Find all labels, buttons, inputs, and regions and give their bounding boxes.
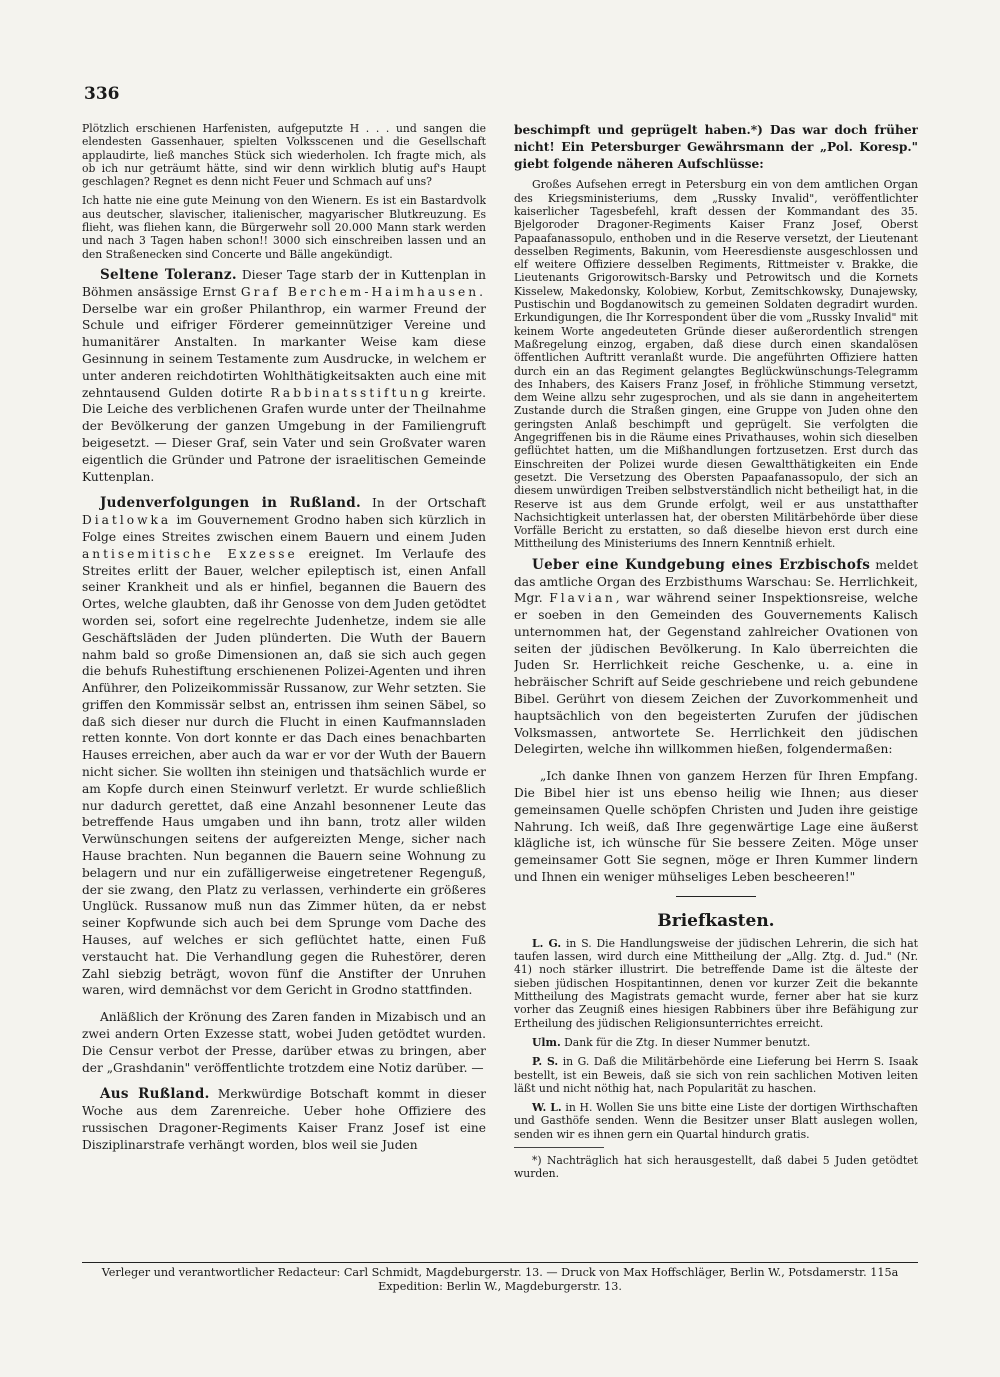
imprint-expedition: Expedition: Berlin W., Magdeburgerstr. 13. [378, 1280, 622, 1293]
footnote-divider [514, 1147, 604, 1148]
article-heading: Aus Rußland. [100, 1086, 210, 1103]
paragraph-petersburg-report: Großes Aufsehen erregt in Petersburg ein von dem amtlichen Organ des Kriegsministeriums, dem „Russky Invalid", veröffentlichter kaiserlicher Tagesbefehl, kraft dessen der Kommandant des 35. Bjelgoroder Dragoner-Regiments Kaiser Franz Josef, Oberst Papaafanassopulo, enthoben und in die Reserve versetzt, der Lieutenant desselben Regiments, Bakunin, vom Heeresdienste ausgeschlossen und elf weitere Offiziere desselben Regiments, Rittmeister v. Brakke, die Lieutenants Grigorowitsch-Barsky und Petrowitsch und die Kornets Kisselew, Makedonsky, Kolobiew, Korbut, Zemitschkowsky, Dunajewsky, Pustischin und Bogdanowitsch zu gemeinen Soldaten degradirt wurden. Erkundigungen, die Ihr Korrespondent über die vom „Russky Invalid" mit keinem Worte angedeuteten Gründe dieser außerordentlich strengen Maßregelung einzog, ergaben, daß diese durch einen skandalösen öffentlichen Auftritt veranlaßt wurde. Die angeführten Offiziere hatten durch ein an das Regiment gelangtes Beglückwünschungs-Telegramm des Inhabers, des Kaisers Franz Josef, in fröhliche Stimmung versetzt, dem Weine allzu sehr zugesprochen, und als sie dann in angeheitertem Zustande durch die Straßen gingen, eine Gruppe von Juden ohne den geringsten Anlaß beschimpft und geprügelt. Sie verfolgten die Angegriffenen bis in die Räume eines Privathauses, wohin sich dieselben geflüchtet hatten, um die Mißhandlungen fortzusetzen. Erst durch das Einschreiten der Polizei wurde diesen Gewaltthätigkeiten ein Ende gesetzt. Die Versetzung des Obersten Papaafanassopulo, der sich an diesem unwürdigen Treiben selbstverständlich nicht betheiligt hat, in die Reserve ist aus dem Grunde erfolgt, weil er aus unstatthafter Nachsichtigkeit unterlassen hat, der obersten Militärbehörde über diese Vorfälle Bericht zu erstatten, so daß dieselbe hievon erst durch eine Mittheilung des Ministeriums des Innern Kenntniß erhielt. [514, 178, 918, 551]
section-divider [676, 896, 756, 897]
article-heading: Judenverfolgungen in Rußland. [100, 495, 361, 512]
place-name: Diatlowka [82, 513, 172, 528]
emphasis-text: antisemitische Exzesse [82, 546, 298, 561]
briefkasten-text: in S. Die Handlungsweise der jüdischen Lehrerin, die sich hat taufen lassen, wird durch eine Mittheilung der „Allg. Ztg. d. Jud." (Nr. 41) noch stärker illustrirt. Die betreffende Dame ist die älteste der sieben jüdischen Hospitantinnen, denen vor kurzer Zeit die bekannte Mittheilung des Magistrats gemacht wurde, ferner aber hat sie kurz vorher das Zeugniß eines hiesigen Rabbiners über ihre Befähigung zur Ertheilung des jüdischen Religionsunterrichtes erreicht. [514, 936, 918, 1030]
article-heading: Ueber eine Kundgebung eines Erzbischofs [532, 556, 871, 573]
imprint-footer [82, 1266, 918, 1294]
article-text: kreirte. Die Leiche des verblichenen Grafen wurde unter der Theilnahme der Bevölkerung der ganzen Umgebung in der Familiengruft beigesetzt. — Dieser Graf, sein Vater und sein Großvater waren eigentlich die Gründer und Patrone der israelitischen Gemeinde Kuttenplan. [82, 385, 486, 484]
emphasis-text: Rabbinatsstiftung [270, 385, 432, 400]
briefkasten-entry [514, 1101, 918, 1141]
briefkasten-entry [514, 1036, 918, 1049]
article-heading: Seltene Toleranz. [100, 266, 237, 283]
article-text: Derselbe war ein großer Philanthrop, ein warmer Freund der Schule und eifriger Förderer gemeinnütziger Vereine und humanitärer Anstalten. In markanter Weise kam diese Gesinnung in seinem Testamente zum Ausdrucke, in welchem er unter anderen reichdotirten Wohlthätigkeitsakten auch eine mit zehntausend Gulden dotirte [82, 301, 486, 400]
briefkasten-recipient: Ulm. [532, 1035, 561, 1049]
person-name: Graf Berchem-Haimhausen. [240, 284, 486, 299]
article-aus-russland [82, 1086, 486, 1153]
article-judenverfolgungen [82, 495, 486, 999]
article-text: im Gouvernement Grodno haben sich kürzlich in Folge eines Streites zwischen einem Bauern und einem Juden [82, 513, 486, 544]
briefkasten-heading: Briefkasten. [657, 910, 775, 931]
briefkasten-entry [514, 1055, 918, 1095]
article-text: ereignet. Im Verlaufe des Streites erlitt der Bauer, welcher epileptisch ist, einen Anfall seiner Krankheit und als er hinfiel, begannen die Bauern des Ortes, welche glaubten, daß ihr Genosse von dem Juden getödtet worden sei, sofort eine regelrechte Judenhetze, indem sie alle Geschäftsläden der Juden plünderten. Die Wuth der Bauern nahm bald so große Dimensionen an, daß sie sich auch gegen die behufs Ruhestiftung erschienenen Polizei-Agenten und ihren Anführer, den Polizeikommissär Russanow, zur Wehr setzten. Sie griffen den Kommissär selbst an, entrissen ihm seinen Säbel, so daß sich dieser nur durch die Flucht in einen Kaufmannsladen retten konnte. Von dort konnte er das Dach eines benachbarten Hauses erreichen, aber auch da war er vor der Wuth der Bauern nicht sicher. Sie wollten ihn steinigen und thatsächlich wurde er am Kopfe durch einen Steinwurf verletzt. Er wurde schließlich nur dadurch gerettet, daß eine Anzahl besonnener Leute das betreffende Haus umgaben und ihn bann, trotz aller wilden Verwünschungen seitens der aufgereizten Menge, sicher nach Hause brachten. Nun begannen die Bauern seine Wohnung zu belagern und nur ein zufälligerweise eingetretener Regenguß, der sie zwang, den Platz zu verlassen, verhinderte ein größeres Unglück. Russanow muß nun das Zimmer hüten, da er nebst seiner Kopfwunde sich auch bei dem Sprunge vom Dache des Hauses, auf welches er sich geflüchtet hatte, einen Fuß verstaucht hat. Die Verhandlung gegen die Ruhestörer, deren Zahl siebzig beträgt, wovon fünf die Anstifter der Unruhen waren, wird demnächst vor dem Gericht in Grodno stattfinden. [82, 546, 486, 998]
briefkasten-text: Dank für die Ztg. In dieser Nummer benutzt. [560, 1035, 811, 1049]
article-text: Merkwürdige Botschaft kommt in dieser Woche aus dem Zarenreiche. Ueber hohe Offiziere des russischen Dragoner-Regiments Kaiser Franz Josef ist eine Disziplinarstrafe verhängt worden, blos weil sie Juden [82, 1087, 486, 1152]
briefkasten-recipient: P. S. [532, 1055, 559, 1069]
article-text: Dieser Tage starb der in Kuttenplan in Böhmen ansässige Ernst [82, 267, 486, 299]
briefkasten-text: in G. Daß die Militärbehörde eine Lieferung bei Herrn S. Isaak bestellt, ist ein Beweis, daß sie sich von rein sachlichen Motiven leiten läßt und nicht nöthig hat, nach Popularität zu haschen. [514, 1055, 918, 1095]
paragraph-harfenisten: Plötzlich erschienen Harfenisten, aufgeputzte H . . . und sangen die elendesten Gassenhauer, spielten Volksscenen und die Gesellschaft applaudirte, ließ manches Stück sich wiederholen. Ich fragte mich, als ob ich nur geträumt hätte, sind wir denn wirklich blutig auf's Haupt geschlagen? Regnet es denn nicht Feuer und Schmach auf uns? [82, 122, 486, 189]
article-kundgebung-erzbischof [514, 557, 918, 759]
article-text: , war während seiner Inspektionsreise, welche er soeben in den Gemeinden des Gouvernements Kalisch unternommen hat, der Gegenstand zahlreicher Ovationen von seiten der jüdischen Bevölkerung. In Kalo überreichten die Juden Sr. Herrlichkeit reiche Geschenke, u. a. eine in hebräischer Schrift auf Seide geschriebene und reich gebundene Bibel. Gerührt von diesem Zeichen der Zuvorkommenheit und hauptsächlich von den begeisterten Zurufen der jüdischen Volksmassen, antwortete Se. Herrlichkeit den jüdischen Delegirten, welche ihn willkommen hießen, folgendermaßen: [514, 591, 918, 757]
briefkasten-recipient: L. G. [532, 936, 562, 950]
paragraph-wiener: Ich hatte nie eine gute Meinung von den Wienern. Es ist ein Bastardvolk aus deutscher, slavischer, italienischer, magyarischer Blutkreuzung. Es flieht, was fliehen kann, die Bürgerwehr soll 20.000 Mann stark werden und nach 3 Tagen haben schon!! 3000 sich einschreiben lassen und an den Straßenecken sind Concerte und Bälle angekündigt. [82, 194, 486, 261]
paragraph-continuation: beschimpft und geprügelt haben.*) Das war doch früher nicht! Ein Petersburger Gewährsmann der „Pol. Koresp." giebt folgende näheren Aufschlüsse: [514, 123, 918, 171]
right-column [514, 122, 918, 1272]
person-name: Flavian [549, 591, 616, 606]
page-number: 336 [84, 84, 120, 104]
article-seltene-toleranz [82, 267, 486, 485]
briefkasten-recipient: W. L. [532, 1101, 562, 1115]
left-column [82, 122, 486, 1272]
briefkasten-entry [514, 937, 918, 1030]
imprint-publisher: Verleger und verantwortlicher Redacteur: Carl Schmidt, Magdeburgerstr. 13. — Druck von Max Hoffschläger, Berlin W., Potsdamerstr. 115a [101, 1266, 899, 1279]
article-text: In der Ortschaft [360, 496, 486, 511]
quote-erzbischof: „Ich danke Ihnen von ganzem Herzen für Ihren Empfang. Die Bibel hier ist uns ebenso heilig wie Ihnen; aus dieser gemeinsamen Quelle schöpfen Christen und Juden ihre geistige Nahrung. Ich weiß, daß Ihre gegenwärtige Lage eine äußerst klägliche ist, ich wünsche für Sie bessere Zeiten. Möge unser gemeinsamer Gott Sie segnen, möge er Ihren Kummer lindern und Ihnen ein weniger mühseliges Leben bescheeren!" [514, 769, 918, 885]
footer-divider [82, 1262, 918, 1263]
footnote: *) Nachträglich hat sich herausgestellt, daß dabei 5 Juden getödtet wurden. [514, 1154, 918, 1181]
briefkasten-text: in H. Wollen Sie uns bitte eine Liste der dortigen Wirthschaften und Gasthöfe senden. Wenn die Besitzer unser Blatt auslegen wollen, senden wir es ihnen gern ein Quartal hindurch gratis. [514, 1101, 918, 1141]
article-text: meldet das amtliche Organ des Erzbisthums Warschau: Se. Herrlichkeit, Mgr. [514, 557, 918, 606]
paragraph-kroenung: Anläßlich der Krönung des Zaren fanden in Mizabisch und an zwei andern Orten Exzesse statt, wobei Juden getödtet wurden. Die Censur verbot der Presse, darüber etwas zu bringen, aber der „Grashdanin" veröffentlichte trotzdem eine Notiz darüber. — [82, 1010, 486, 1075]
